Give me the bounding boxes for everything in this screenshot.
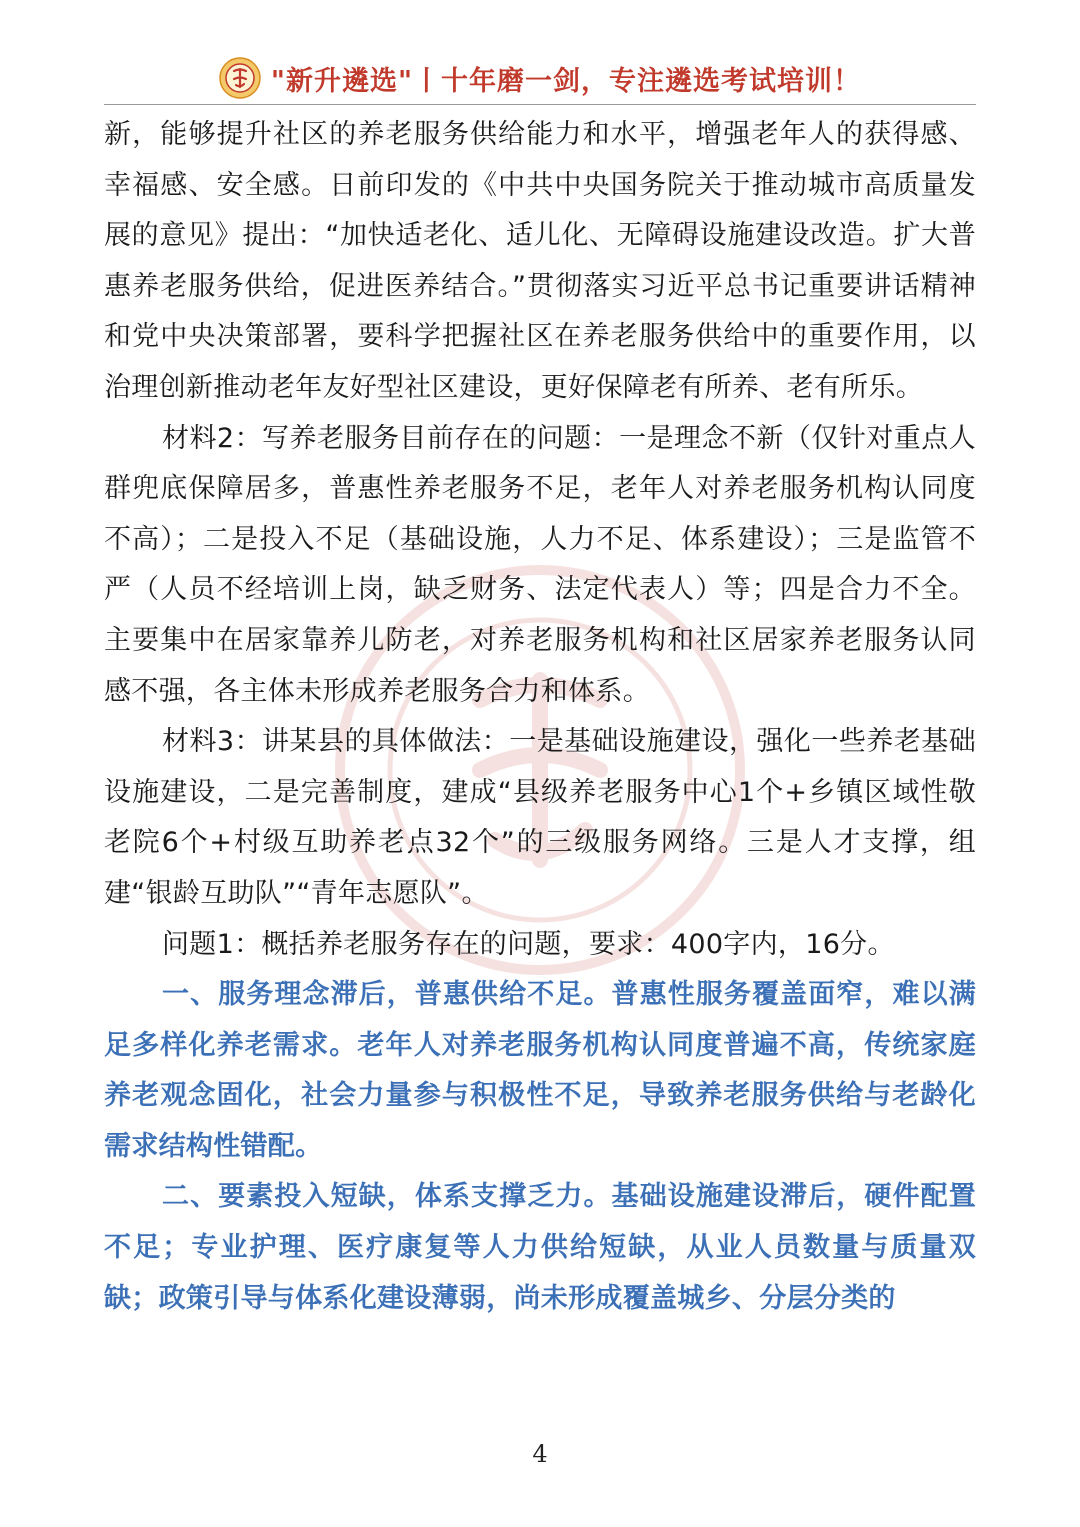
paragraph-question-1: 问题1：概括养老服务存在的问题，要求：400字内，16分。 (162, 928, 895, 960)
page-number: 4 (532, 1440, 548, 1468)
header-divider (104, 104, 976, 105)
document-body (104, 110, 976, 1324)
page-header (104, 52, 976, 104)
paragraph-intro-continued: 新，能够提升社区的养老服务供给能力和水平，增强老年人的获得感、幸福感、安全感。日前印发的《中共中央国务院关于推动城市高质量发展的意见》提出：“加快适老化、适儿化、无障碍设施建设改造。扩大普惠养老服务供给，促进医养结合。”贯彻落实习近平总书记重要讲话精神和党中央决策部署，要科学把握社区在养老服务供给中的重要作用，以治理创新推动老年友好型社区建设，更好保障老有所养、老有所乐。 (104, 119, 976, 403)
paragraph-material-3: 材料3：讲某县的具体做法：一是基础设施建设，强化一些养老基础设施建设，二是完善制度，建成“县级养老服务中心1个+乡镇区域性敬老院6个+村级互助养老点32个”的三级服务网络。三是人才支撑，组建“银龄互助队”“青年志愿队”。 (104, 726, 976, 909)
header-slogan: "新升遴选"丨十年磨一剑，专注遴选考试培训！ (270, 65, 862, 97)
seal-logo-icon (219, 57, 261, 99)
paragraph-material-2: 材料2：写养老服务目前存在的问题：一是理念不新（仅针对重点人群兜底保障居多，普惠性养老服务不足，老年人对养老服务机构认同度不高）；二是投入不足（基础设施，人力不足、体系建设）；三是监管不严（人员不经培训上岗，缺乏财务、法定代表人）等；四是合力不全。主要集中在居家靠养儿防老，对养老服务机构和社区居家养老服务认同感不强，各主体未形成养老服务合力和体系。 (104, 422, 976, 707)
answer-point-2: 二、要素投入短缺，体系支撑乏力。基础设施建设滞后，硬件配置不足；专业护理、医疗康复等人力供给短缺，从业人员数量与质量双缺；政策引导与体系化建设薄弱，尚未形成覆盖城乡、分层分类的 (104, 1181, 976, 1314)
answer-point-1: 一、服务理念滞后，普惠供给不足。普惠性服务覆盖面窄，难以满足多样化养老需求。老年人对养老服务机构认同度普遍不高，传统家庭养老观念固化，社会力量参与积极性不足，导致养老服务供给与老龄化需求结构性错配。 (104, 979, 976, 1162)
